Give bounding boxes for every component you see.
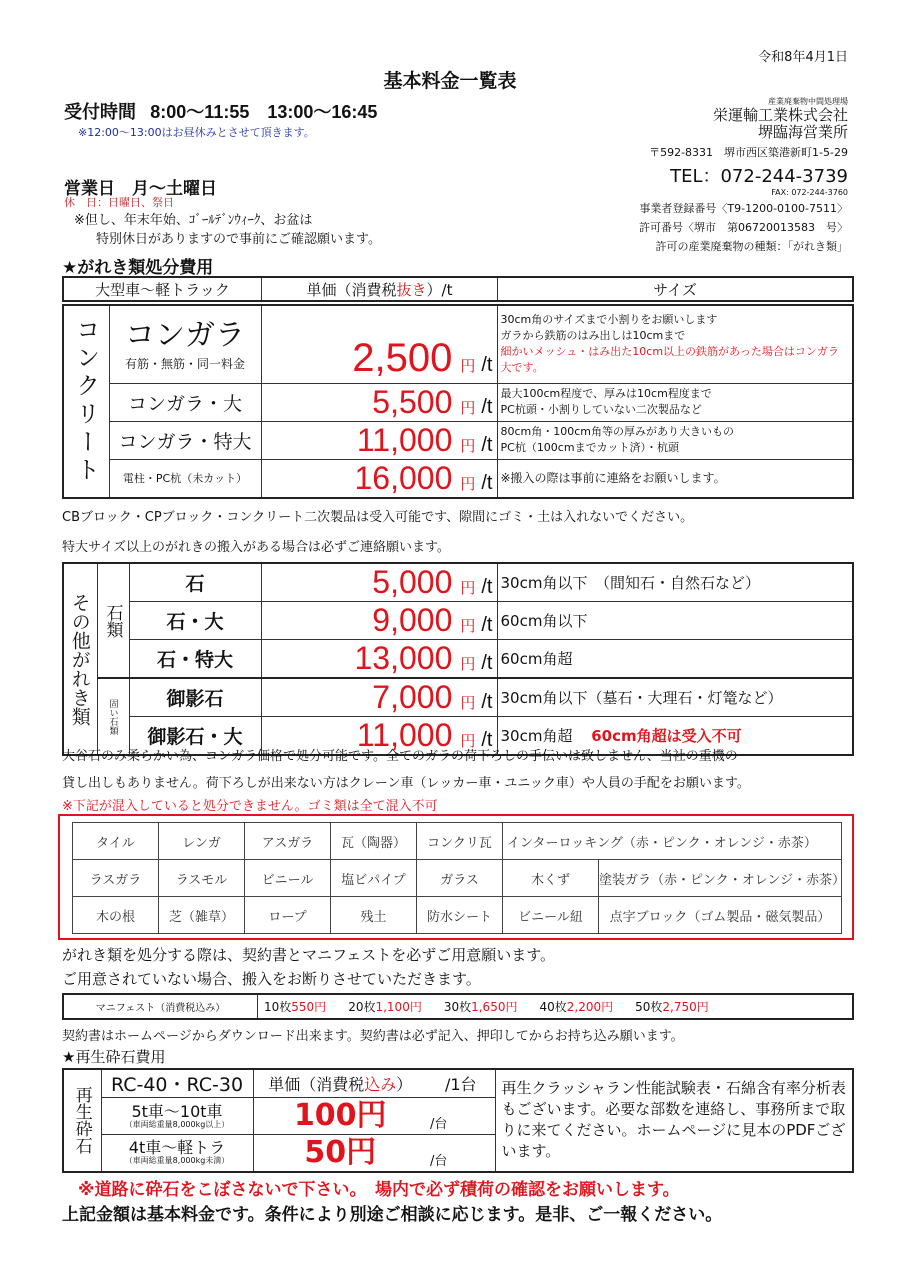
price-cell: 11,000 円 /t — [261, 421, 497, 459]
holiday-note-1: ※但し、年末年始、ｺﾞｰﾙﾃﾞﾝｳｨｰｸ、お盆は — [74, 213, 313, 228]
block-acceptance-note: CBブロック・CPブロック・コンクリート二次製品は受入可能です、隙間にゴミ・土は入れないでください。 — [62, 510, 694, 525]
prohibited-item: 瓦（陶器） — [331, 823, 417, 860]
address: 〒592-8331 堺市西区築港新町1-5-29 — [649, 146, 848, 159]
company-name: 栄運輸工業株式会社 — [712, 106, 848, 124]
closing-note: 上記金額は基本料金です。条件により別途ご相談に応じます。是非、ご一報ください。 — [62, 1205, 723, 1225]
price-cell: 2,500 円 /t — [261, 305, 497, 383]
prohibited-item: ビニール — [245, 860, 331, 897]
unloading-note: 貸し出しもありません。荷下ろしが出来ない方はクレーン車（レッカー車・ユニック車）や人員の手配をお願います。 — [62, 776, 750, 791]
manifest-price-table — [62, 993, 854, 1020]
size-cell: 30cm角のサイズまで小割りをお願いします ガラから鉄筋のはみ出しは10cmまで 細かいメッシュ・はみ出た10cm以上の鉄筋があった場合はコンガラ大です。 — [497, 305, 853, 383]
prohibited-item: 残土 — [331, 897, 417, 934]
registration-number: 事業者登録番号〈T9-1200-0100-7511〉 — [639, 202, 848, 215]
reception-hours — [64, 98, 377, 124]
table-row — [73, 897, 842, 934]
table-row — [73, 860, 842, 897]
hours-label: 受付時間 — [64, 102, 136, 123]
table-row — [63, 678, 853, 717]
page-title: 基本料金一覧表 — [383, 70, 517, 92]
prohibited-item: 点字ブロック（ゴム製品・磁気製品） — [599, 897, 842, 934]
group-stones: 石類 — [97, 563, 129, 678]
contract-download-note: 契約書はホームページからダウンロード出来ます。契約書は必ず記入、押印してからお持ち込み願います。 — [62, 1029, 684, 1044]
manifest-price-50: 50枚2,750円 — [635, 1000, 709, 1014]
price-small: 50円 — [253, 1135, 427, 1172]
table-row — [73, 823, 842, 860]
prohibited-item: 木の根 — [73, 897, 159, 934]
size-cell: 60cm角以下 — [497, 602, 853, 640]
holidays: 休 日：日曜日、祭日 — [64, 196, 174, 209]
section-title-rubble: ★がれき類処分費用 — [62, 258, 214, 278]
other-rubble-table — [62, 562, 854, 756]
table-row — [63, 1069, 853, 1098]
recycled-gravel-table — [62, 1068, 854, 1173]
unit-large: /台 — [427, 1098, 495, 1135]
item-name: 御影石 — [129, 678, 261, 717]
section-title-gravel: ★再生砕石費用 — [62, 1048, 166, 1066]
prohibited-item: ガラス — [417, 860, 503, 897]
prohibited-items-box — [58, 814, 854, 940]
prohibited-item: インターロッキング（赤・ピンク・オレンジ・赤茶） — [503, 823, 842, 860]
size-cell: 60cm角超 — [497, 640, 853, 679]
manifest-price-30: 30枚1,650円 — [443, 1000, 518, 1014]
phone-number: TEL：072-244-3739 — [670, 166, 848, 187]
concrete-price-table — [62, 304, 854, 499]
manifest-required-note: がれき類を処分する際は、契約書とマニフェストを必ずご用意願います。 — [62, 946, 556, 964]
item-name: 御影石・大 — [129, 717, 261, 756]
table-row — [63, 640, 853, 679]
size-cell: 30cm角以下 （間知石・自然石など） — [497, 563, 853, 602]
company-info — [639, 96, 848, 254]
category-gravel: 再生砕石 — [63, 1069, 101, 1172]
table-row — [63, 421, 853, 459]
manifest-price-10: 10枚550円 — [264, 1000, 327, 1014]
unit-small: /台 — [427, 1135, 495, 1172]
oya-stone-note: 大谷石のみ柔らかい為、コンガラ価格で処分可能です。全てのガラの荷下ろしの手伝いは致しません、当社の重機の — [62, 749, 738, 764]
business-days: 営業日 月〜土曜日 — [64, 179, 217, 199]
group-hard-stones: 固い石類 — [97, 678, 129, 755]
item-name: 電柱・PC杭（未カット） — [109, 459, 261, 498]
spill-warning: ※道路に砕石をこぼさないで下さい。 場内で必ず積荷の確認をお願いします。 — [78, 1180, 680, 1200]
unit-header: /1台 — [427, 1069, 495, 1098]
table-row — [63, 459, 853, 498]
prohibited-item: 塩ビパイプ — [331, 860, 417, 897]
branch-name: 堺臨海営業所 — [757, 123, 848, 141]
item-name: 石・特大 — [129, 640, 261, 679]
prohibited-item: アスガラ — [245, 823, 331, 860]
size-cell: 最大100cm程度で、厚みは10cm程度まで PC杭頭・小割りしていない二次製品など — [497, 383, 853, 421]
size-cell: 30cm角超 60cm角超は受入不可 — [497, 717, 853, 756]
table-row — [63, 563, 853, 602]
refusal-note: ご用意されていない場合、搬入をお断りさせていただきます。 — [62, 970, 481, 988]
hours-value: 8:00〜11:55 13:00〜16:45 — [150, 102, 378, 122]
category-concrete: コンクリート — [63, 305, 109, 498]
item-name: コンガラ・特大 — [109, 421, 261, 459]
manifest-price-40: 40枚2,200円 — [539, 1000, 614, 1014]
rubble-table-header — [62, 276, 854, 302]
table-row — [63, 602, 853, 640]
test-report-note: 再生クラッシャラン性能試験表・石綿含有率分析表もございます。必要な部数を連絡し、事務所まで取りに来てください。ホームページに見本のPDFございます。 — [495, 1069, 853, 1172]
price-cell: 13,000 円 /t — [261, 640, 497, 679]
prohibited-item: コンクリ瓦 — [417, 823, 503, 860]
price-large: 100円 — [253, 1098, 427, 1135]
category-other: その他がれき類 — [63, 563, 97, 755]
item-sub: 有筋・無筋・同一料金 — [124, 356, 245, 371]
item-name: コンガラ・大 — [109, 383, 261, 421]
price-cell: 5,500 円 /t — [261, 383, 497, 421]
permit-number: 許可番号〈堺市 第06720013583 号〉 — [639, 221, 848, 234]
prohibited-item: 防水シート — [417, 897, 503, 934]
price-cell: 11,000 円 /t — [261, 717, 497, 756]
price-cell: 7,000 円 /t — [261, 678, 497, 717]
prohibited-item: 芝（雑草） — [159, 897, 245, 934]
holiday-note-2: 特別休日がありますので事前にご確認願います。 — [96, 232, 381, 247]
document-date: 令和8年4月1日 — [758, 50, 848, 65]
price-header: 単価（消費税込み） — [253, 1069, 427, 1098]
prohibited-item: ラスガラ — [73, 860, 159, 897]
permit-type: 許可の産業廃棄物の種類：「がれき類」 — [655, 240, 848, 253]
size-cell: 80cm角・100cm角等の厚みがあり大きいもの PC杭（100cmまでカット済）・杭頭 — [497, 421, 853, 459]
prohibited-item: タイル — [73, 823, 159, 860]
prohibited-item: ラスモル — [159, 860, 245, 897]
vehicle-small: 4t車〜軽トラ （車両総重量8,000kg未満） — [101, 1135, 253, 1172]
lunch-break-note: ※12:00〜13:00はお昼休みとさせて頂きます。 — [78, 126, 315, 139]
prohibited-item: ロープ — [245, 897, 331, 934]
prohibited-item: レンガ — [159, 823, 245, 860]
prohibited-item: ビニール紐 — [503, 897, 599, 934]
item-name: 石 — [129, 563, 261, 602]
manifest-label: マニフェスト（消費税込み） — [64, 995, 258, 1018]
oversize-contact-note: 特大サイズ以上のがれきの搬入がある場合は必ずご連絡願います。 — [62, 540, 450, 555]
price-cell: 9,000 円 /t — [261, 602, 497, 640]
item-name: 石・大 — [129, 602, 261, 640]
header-vehicle: 大型車〜軽トラック — [64, 278, 262, 300]
header-price: 単価（消費税 抜き ）/t — [262, 278, 498, 300]
vehicle-large: 5t車〜10t車 （車両総重量8,000kg以上） — [101, 1098, 253, 1135]
table-row — [63, 383, 853, 421]
price-cell: 16,000 円 /t — [261, 459, 497, 498]
prohibited-items-grid — [72, 822, 846, 934]
manifest-price-20: 20枚1,100円 — [348, 1000, 422, 1014]
prohibited-item: 木くず — [503, 860, 599, 897]
size-cell: ※搬入の際は事前に連絡をお願いします。 — [497, 459, 853, 498]
size-cell: 30cm角以下（墓石・大理石・灯篭など） — [497, 678, 853, 717]
facility-type: 産業廃棄物中間処理場 — [768, 97, 848, 106]
item-name: コンガラ — [125, 317, 245, 353]
header-size: サイズ — [653, 280, 697, 299]
product-name: RC-40・RC-30 — [101, 1069, 253, 1098]
contamination-warning: ※下記が混入していると処分できません。ゴミ類は全て混入不可 — [62, 799, 438, 814]
prohibited-item: 塗装ガラ（赤・ピンク・オレンジ・赤茶） — [599, 860, 842, 897]
table-row — [63, 305, 853, 383]
fax-number: FAX: 072-244-3760 — [771, 188, 848, 197]
price-cell: 5,000 円 /t — [261, 563, 497, 602]
